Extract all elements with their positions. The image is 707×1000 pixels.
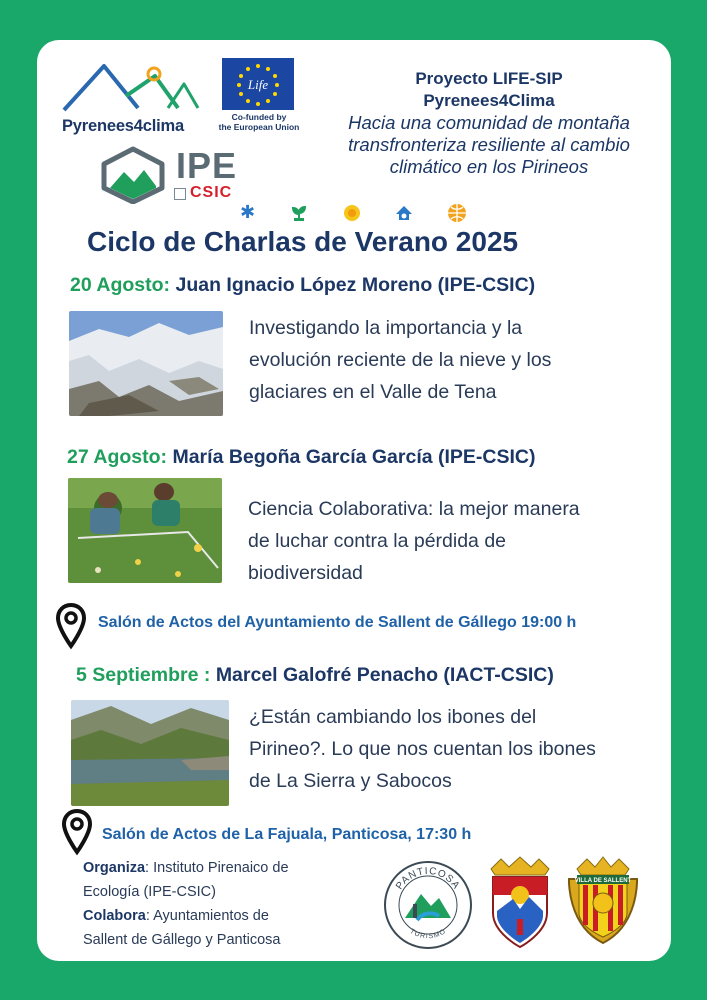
talk-1-description [249,312,551,408]
organiza-label: Organiza [83,860,146,876]
talk-1-desc-line-3: glaciares en el Valle de Tena [249,381,497,403]
talk-3-photo-mountain-lake [71,700,229,806]
venue-panticosa: Salón de Actos de La Fajuala, Panticosa, 17:30 h [102,826,472,843]
colabora-text-1: : Ayuntamientos de [145,908,269,924]
talk-1-heading [70,274,535,297]
organiza-text-2: Ecología (IPE-CSIC) [83,884,216,900]
venue-sallent: Salón de Actos del Ayuntamiento de Sallent de Gállego 19:00 h [98,614,577,631]
talk-3-speaker: Marcel Galofré Penacho (IACT-CSIC) [215,664,554,686]
talk-1-desc-line-2: evolución reciente de la nieve y los [249,349,552,371]
csic-emblem-icon [174,188,186,200]
colabora-label: Colabora [83,908,146,924]
sun-flower-icon [342,203,362,223]
eu-caption [214,112,304,132]
panticosa-coat-of-arms [483,855,557,951]
life-label: Life [247,77,269,92]
project-tagline-2: transfronteriza resiliente al cambio [348,134,630,155]
talk-2-photo-field-research [68,478,222,583]
talk-2-date: 27 Agosto: [67,446,168,468]
talk-2-heading [67,446,536,469]
eu-stars-icon [222,58,294,110]
villa-de-sallent-coat-of-arms [563,855,643,951]
project-tagline-3: climático en los Pirineos [389,156,589,177]
ipe-label: IPE [176,145,238,186]
panticosa-turismo-logo [383,860,473,950]
organiza-text-1: : Instituto Pirenaico de [145,860,289,876]
project-tagline-1: Hacia una comunidad de montaña [348,112,630,133]
globe-icon [446,202,468,224]
colabora-line-1 [83,904,289,928]
talk-2-desc-line-3: biodiversidad [248,562,363,584]
project-heading [318,68,660,178]
pyrenees4clima-name: Pyrenees4clima [62,117,184,135]
csic-label: CSIC [190,184,233,201]
talk-1-speaker: Juan Ignacio López Moreno (IPE-CSIC) [175,274,536,296]
panticosa-top-label: PANTICOSA [394,865,462,892]
talk-2-desc-line-2: de luchar contra la pérdida de [248,530,507,552]
organiza-line-1 [83,856,289,880]
talk-3-date: 5 Septiembre : [76,664,211,686]
project-line-2: Pyrenees4Clima [423,91,555,110]
talk-1-desc-line-1: Investigando la importancia y la [249,317,523,339]
eu-caption-line-2: the European Union [218,122,300,132]
theme-icons-row [240,202,480,224]
talk-3-description [249,701,596,797]
talk-3-desc-line-2: Pirineo?. Lo que nos cuentan los ibones [249,738,596,760]
project-line-1: Proyecto LIFE-SIP [415,69,563,88]
talk-2-speaker: María Begoña García García (IPE-CSIC) [172,446,536,468]
page-title: Ciclo de Charlas de Verano 2025 [87,226,519,257]
talk-1-date: 20 Agosto: [70,274,171,296]
talk-3-desc-line-1: ¿Están cambiando los ibones del [249,706,537,728]
pyrenees4clima-mountain-logo [60,62,200,114]
talk-1-photo-snow-glacier [69,311,223,416]
eu-flag [222,58,294,110]
talk-2-desc-line-1: Ciencia Colaborativa: la mejor manera [248,498,580,520]
house-water-icon [394,203,414,223]
colabora-text-2: Sallent de Gállego y Panticosa [83,932,281,948]
eu-caption-line-1: Co-funded by [231,112,287,122]
location-pin-icon [54,602,88,650]
talk-3-heading [76,664,554,687]
plant-icon [290,204,308,222]
snowflake-icon: ✱ [240,202,256,222]
talk-2-description [248,493,580,589]
sallent-banner-label: VILLA DE SALLENT [574,878,632,884]
ipe-hexagon-logo [100,146,166,204]
talk-3-desc-line-3: de La Sierra y Sabocos [249,770,452,792]
credits [83,856,289,952]
panticosa-bottom-label: TURISMO [408,927,448,941]
location-pin-icon [60,808,94,856]
